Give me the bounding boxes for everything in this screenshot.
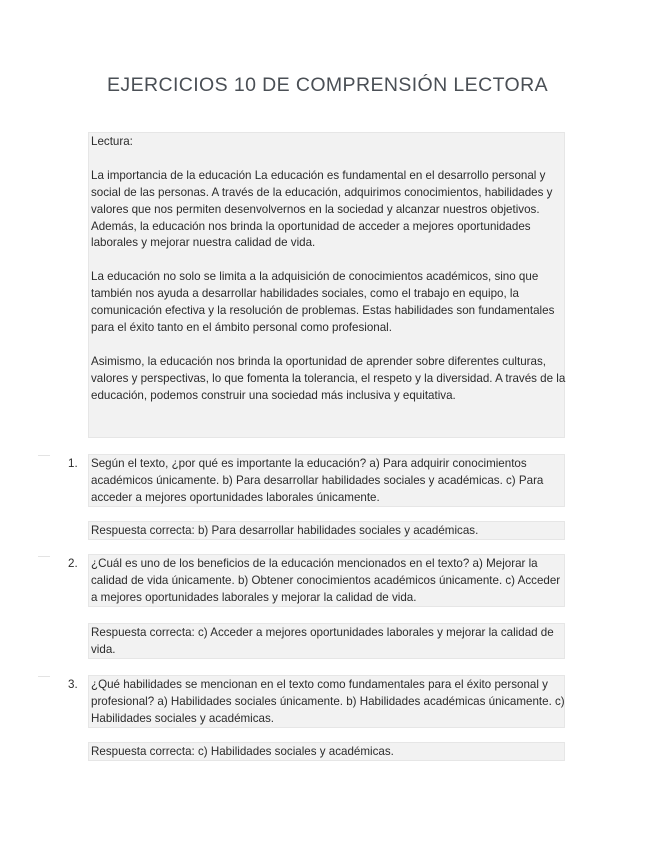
question-number: 1. (68, 457, 78, 470)
answer-text: Respuesta correcta: b) Para desarrollar habilidades sociales y académicas. (91, 524, 479, 537)
question-text: ¿Cuál es uno de los beneficios de la educación mencionados en el texto? a) Mejorar la calidad de vida únicamente. b) Obtener conocimientos académicos únicamente. c) Acceder a mejores oportunidades laborales y mejorar la calidad de vida. (91, 557, 561, 604)
question-number: 2. (68, 557, 78, 570)
reading-paragraph: La educación no solo se limita a la adquisición de conocimientos académicos, sino que también nos ayuda a desarrollar habilidades sociales, como el trabajo en equipo, la comunicación efectiva y la resolución de problemas. Estas habilidades son fundamentales para el éxito tanto en el ámbito personal como profesional. (91, 270, 555, 334)
question-number: 3. (68, 678, 78, 691)
answer-text: Respuesta correcta: c) Acceder a mejores oportunidades laborales y mejorar la calidad de vida. (91, 626, 554, 656)
reading-paragraph: La importancia de la educación La educación es fundamental en el desarrollo personal y social de las personas. A través de la educación, adquirimos conocimientos, habilidades y valores que nos permiten desenvolvernos en la sociedad y alcanzar nuestros objetivos. Además, la educación nos brinda la oportunidad de acceder a mejores oportunidades laborales y mejorar nuestra calidad de vida. (91, 168, 553, 250)
document-title: EJERCICIOS 10 DE COMPRENSIÓN LECTORA (107, 74, 548, 96)
margin-rule (38, 455, 50, 456)
reading-label: Lectura: (91, 135, 133, 148)
margin-rule (38, 556, 50, 557)
margin-rule (38, 676, 50, 677)
reading-passage (91, 134, 566, 404)
answer-text: Respuesta correcta: c) Habilidades sociales y académicas. (91, 745, 394, 758)
question-text: ¿Qué habilidades se mencionan en el texto como fundamentales para el éxito personal y profesional? a) Habilidades sociales únicamente. b) Habilidades académicas únicamente. c) Habilidades sociales y académicas. (91, 678, 565, 725)
question-text: Según el texto, ¿por qué es importante la educación? a) Para adquirir conocimientos académicos únicamente. b) Para desarrollar habilidades sociales y académicas. c) Para acceder a mejores oportunidades laborales únicamente. (91, 457, 544, 504)
reading-paragraph: Asimismo, la educación nos brinda la oportunidad de aprender sobre diferentes culturas, valores y perspectivas, lo que fomenta la tolerancia, el respeto y la diversidad. A través de la educación, podemos construir una sociedad más inclusiva y equitativa. (91, 354, 566, 402)
